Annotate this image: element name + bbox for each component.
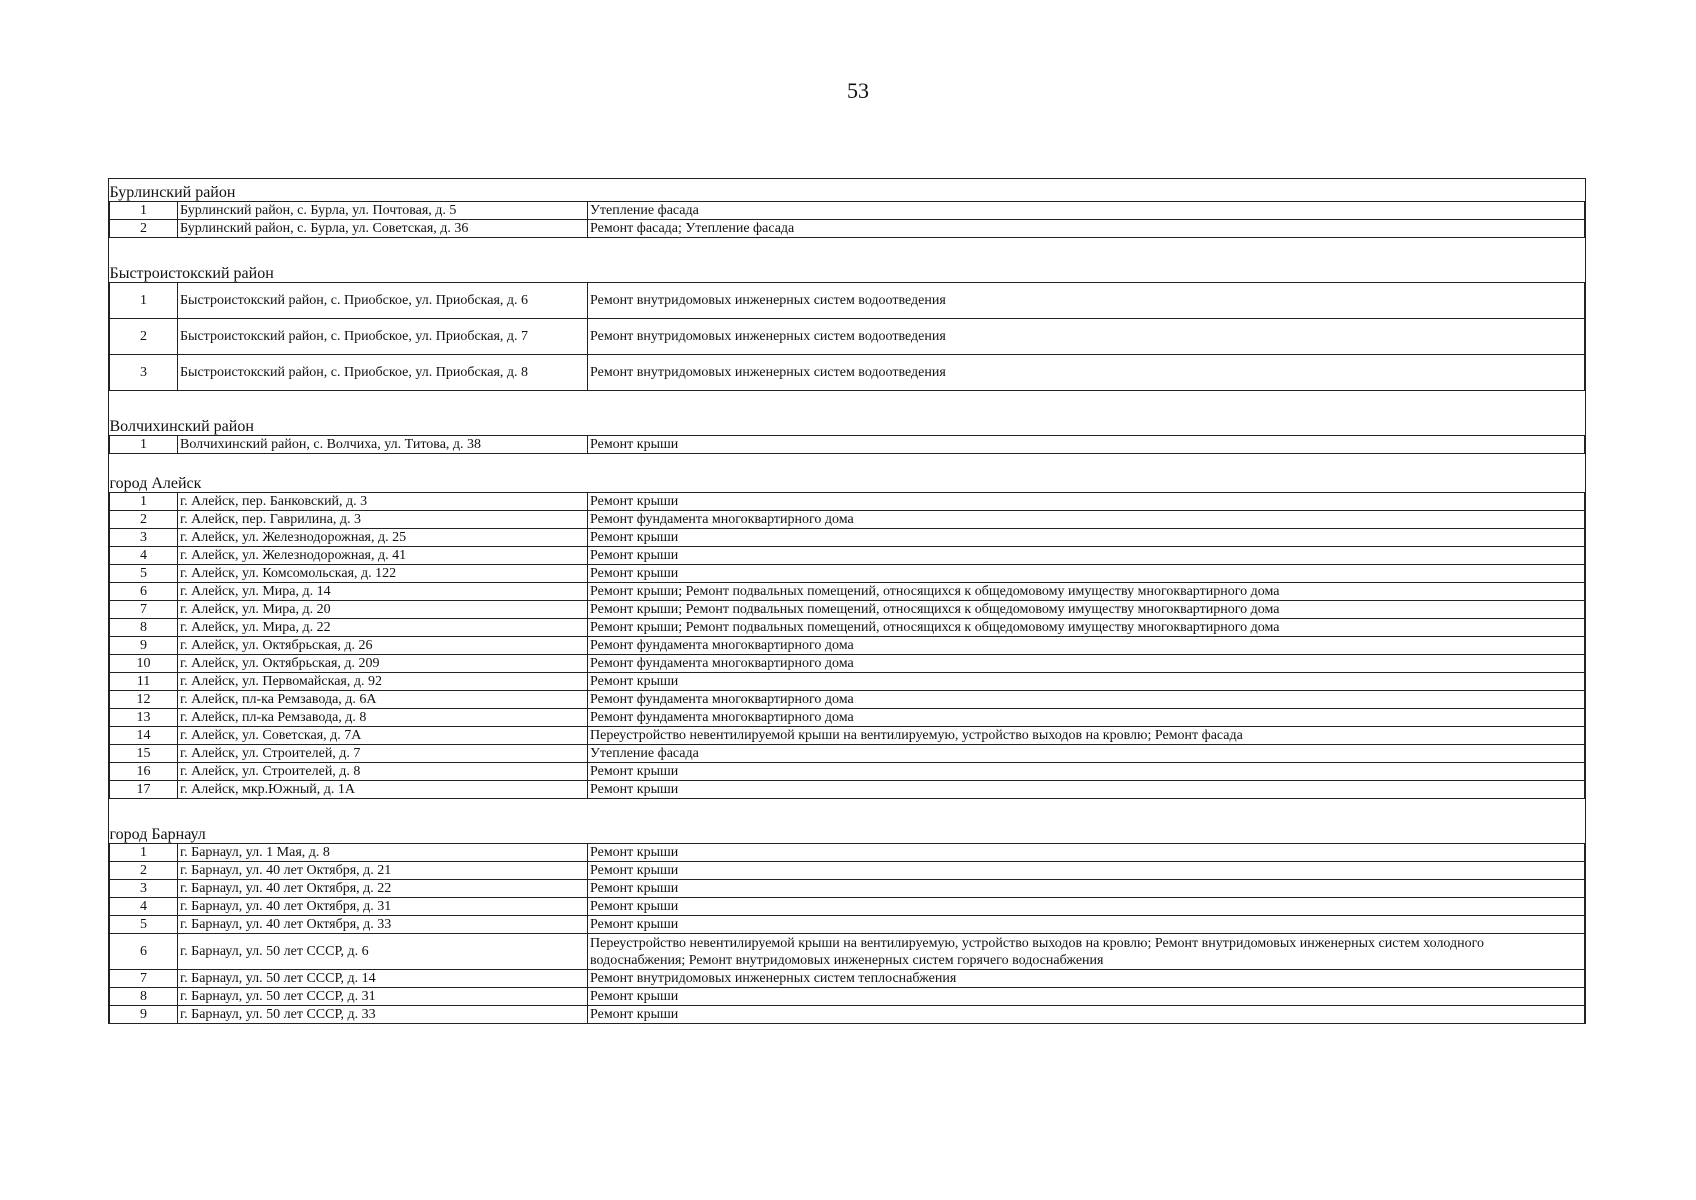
row-number: 3 bbox=[110, 880, 178, 898]
table-row bbox=[110, 844, 1585, 862]
row-address: Быстроистокский район, с. Приобское, ул. Приобская, д. 6 bbox=[178, 283, 588, 319]
section-title: город Барнаул bbox=[110, 799, 1585, 844]
row-work: Ремонт крыши bbox=[588, 781, 1585, 799]
table-row bbox=[110, 988, 1585, 1006]
row-address: г. Алейск, ул. Октябрьская, д. 209 bbox=[178, 655, 588, 673]
row-address: г. Барнаул, ул. 40 лет Октября, д. 31 bbox=[178, 898, 588, 916]
repair-list-table bbox=[108, 178, 1586, 1024]
row-work: Ремонт внутридомовых инженерных систем водоотведения bbox=[588, 355, 1585, 391]
row-address: г. Алейск, ул. Мира, д. 14 bbox=[178, 583, 588, 601]
row-number: 8 bbox=[110, 619, 178, 637]
row-address: г. Алейск, ул. Мира, д. 20 bbox=[178, 601, 588, 619]
section-title: Бурлинский район bbox=[110, 179, 1585, 202]
row-work: Утепление фасада bbox=[588, 202, 1585, 220]
table-row bbox=[110, 709, 1585, 727]
row-address: г. Алейск, ул. Строителей, д. 8 bbox=[178, 763, 588, 781]
row-work: Ремонт крыши bbox=[588, 862, 1585, 880]
row-number: 2 bbox=[110, 862, 178, 880]
row-number: 3 bbox=[110, 529, 178, 547]
section-header bbox=[110, 454, 1585, 493]
row-number: 7 bbox=[110, 970, 178, 988]
row-work: Ремонт крыши bbox=[588, 565, 1585, 583]
table-row bbox=[110, 637, 1585, 655]
row-address: г. Барнаул, ул. 40 лет Октября, д. 21 bbox=[178, 862, 588, 880]
table-row bbox=[110, 319, 1585, 355]
row-address: Бурлинский район, с. Бурла, ул. Советская, д. 36 bbox=[178, 220, 588, 238]
row-work: Переустройство невентилируемой крыши на вентилируемую, устройство выходов на кровлю; Ремонт фасада bbox=[588, 727, 1585, 745]
row-address: г. Алейск, ул. Октябрьская, д. 26 bbox=[178, 637, 588, 655]
row-work: Ремонт крыши bbox=[588, 547, 1585, 565]
row-work: Ремонт внутридомовых инженерных систем водоотведения bbox=[588, 319, 1585, 355]
row-address: г. Алейск, пер. Банковский, д. 3 bbox=[178, 493, 588, 511]
table-row bbox=[110, 727, 1585, 745]
row-address: г. Барнаул, ул. 50 лет СССР, д. 33 bbox=[178, 1006, 588, 1024]
row-work: Ремонт крыши bbox=[588, 673, 1585, 691]
table-row bbox=[110, 436, 1585, 454]
row-work: Ремонт крыши bbox=[588, 529, 1585, 547]
row-number: 7 bbox=[110, 601, 178, 619]
row-number: 1 bbox=[110, 493, 178, 511]
section-header bbox=[110, 799, 1585, 844]
row-address: г. Алейск, ул. Железнодорожная, д. 25 bbox=[178, 529, 588, 547]
row-work: Ремонт крыши bbox=[588, 1006, 1585, 1024]
table-row bbox=[110, 691, 1585, 709]
row-number: 1 bbox=[110, 844, 178, 862]
row-number: 10 bbox=[110, 655, 178, 673]
table-row bbox=[110, 934, 1585, 970]
row-work: Ремонт крыши; Ремонт подвальных помещений, относящихся к общедомовому имуществу многоквартирного дома bbox=[588, 619, 1585, 637]
table-row bbox=[110, 601, 1585, 619]
row-address: Быстроистокский район, с. Приобское, ул. Приобская, д. 8 bbox=[178, 355, 588, 391]
row-number: 2 bbox=[110, 319, 178, 355]
row-number: 9 bbox=[110, 637, 178, 655]
row-number: 9 bbox=[110, 1006, 178, 1024]
row-work: Ремонт фасада; Утепление фасада bbox=[588, 220, 1585, 238]
table-row bbox=[110, 862, 1585, 880]
section-title: Волчихинский район bbox=[110, 391, 1585, 436]
section-title: Быстроистокский район bbox=[110, 238, 1585, 283]
row-address: г. Барнаул, ул. 40 лет Октября, д. 33 bbox=[178, 916, 588, 934]
table-row bbox=[110, 355, 1585, 391]
table-row bbox=[110, 493, 1585, 511]
row-work: Ремонт крыши; Ремонт подвальных помещений, относящихся к общедомовому имуществу многоквартирного дома bbox=[588, 583, 1585, 601]
row-address: г. Алейск, ул. Первомайская, д. 92 bbox=[178, 673, 588, 691]
row-work: Ремонт внутридомовых инженерных систем водоотведения bbox=[588, 283, 1585, 319]
section-header bbox=[110, 238, 1585, 283]
row-work: Ремонт внутридомовых инженерных систем теплоснабжения bbox=[588, 970, 1585, 988]
table-row bbox=[110, 547, 1585, 565]
table-row bbox=[110, 655, 1585, 673]
row-work: Ремонт крыши bbox=[588, 988, 1585, 1006]
row-number: 12 bbox=[110, 691, 178, 709]
table-row bbox=[110, 565, 1585, 583]
row-address: г. Алейск, ул. Советская, д. 7А bbox=[178, 727, 588, 745]
row-address: г. Алейск, ул. Комсомольская, д. 122 bbox=[178, 565, 588, 583]
row-number: 8 bbox=[110, 988, 178, 1006]
row-work: Ремонт крыши bbox=[588, 493, 1585, 511]
table-row bbox=[110, 220, 1585, 238]
table-row bbox=[110, 283, 1585, 319]
row-work: Ремонт фундамента многоквартирного дома bbox=[588, 511, 1585, 529]
table-row bbox=[110, 880, 1585, 898]
section-title: город Алейск bbox=[110, 454, 1585, 493]
table-row bbox=[110, 745, 1585, 763]
row-number: 6 bbox=[110, 934, 178, 970]
table-row bbox=[110, 781, 1585, 799]
table-row bbox=[110, 1006, 1585, 1024]
table-row bbox=[110, 529, 1585, 547]
row-address: г. Барнаул, ул. 50 лет СССР, д. 14 bbox=[178, 970, 588, 988]
table-row bbox=[110, 202, 1585, 220]
row-work: Утепление фасада bbox=[588, 745, 1585, 763]
row-number: 5 bbox=[110, 916, 178, 934]
row-number: 17 bbox=[110, 781, 178, 799]
row-number: 4 bbox=[110, 547, 178, 565]
row-address: г. Алейск, пл-ка Ремзавода, д. 8 bbox=[178, 709, 588, 727]
row-work: Ремонт фундамента многоквартирного дома bbox=[588, 655, 1585, 673]
row-address: г. Барнаул, ул. 1 Мая, д. 8 bbox=[178, 844, 588, 862]
row-work: Ремонт крыши; Ремонт подвальных помещений, относящихся к общедомовому имуществу многоквартирного дома bbox=[588, 601, 1585, 619]
row-number: 16 bbox=[110, 763, 178, 781]
row-work: Ремонт крыши bbox=[588, 898, 1585, 916]
row-number: 3 bbox=[110, 355, 178, 391]
row-number: 15 bbox=[110, 745, 178, 763]
row-address: г. Алейск, ул. Мира, д. 22 bbox=[178, 619, 588, 637]
row-work: Ремонт фундамента многоквартирного дома bbox=[588, 691, 1585, 709]
section-header bbox=[110, 179, 1585, 202]
row-number: 1 bbox=[110, 283, 178, 319]
row-number: 14 bbox=[110, 727, 178, 745]
table-row bbox=[110, 916, 1585, 934]
section-header bbox=[110, 391, 1585, 436]
row-address: г. Барнаул, ул. 40 лет Октября, д. 22 bbox=[178, 880, 588, 898]
table-row bbox=[110, 619, 1585, 637]
row-address: г. Алейск, пл-ка Ремзавода, д. 6А bbox=[178, 691, 588, 709]
table-row bbox=[110, 511, 1585, 529]
row-number: 4 bbox=[110, 898, 178, 916]
row-address: г. Алейск, мкр.Южный, д. 1А bbox=[178, 781, 588, 799]
row-address: г. Алейск, ул. Железнодорожная, д. 41 bbox=[178, 547, 588, 565]
table-row bbox=[110, 583, 1585, 601]
row-number: 11 bbox=[110, 673, 178, 691]
table-row bbox=[110, 763, 1585, 781]
table-row bbox=[110, 898, 1585, 916]
row-address: Быстроистокский район, с. Приобское, ул. Приобская, д. 7 bbox=[178, 319, 588, 355]
row-address: г. Барнаул, ул. 50 лет СССР, д. 31 bbox=[178, 988, 588, 1006]
table-row bbox=[110, 673, 1585, 691]
row-number: 2 bbox=[110, 220, 178, 238]
row-work: Ремонт крыши bbox=[588, 880, 1585, 898]
table-body bbox=[109, 179, 1585, 1024]
table-row bbox=[110, 970, 1585, 988]
row-address: г. Барнаул, ул. 50 лет СССР, д. 6 bbox=[178, 934, 588, 970]
row-number: 2 bbox=[110, 511, 178, 529]
row-number: 5 bbox=[110, 565, 178, 583]
row-address: Волчихинский район, с. Волчиха, ул. Титова, д. 38 bbox=[178, 436, 588, 454]
row-work: Ремонт крыши bbox=[588, 916, 1585, 934]
row-address: г. Алейск, пер. Гаврилина, д. 3 bbox=[178, 511, 588, 529]
row-work: Ремонт фундамента многоквартирного дома bbox=[588, 709, 1585, 727]
row-work: Ремонт крыши bbox=[588, 844, 1585, 862]
row-work: Переустройство невентилируемой крыши на вентилируемую, устройство выходов на кровлю; Ремонт внутридомовых инженерных систем холодного водоснабжения; Ремонт внутридомовых инженерных систем горячего водоснабжения bbox=[588, 934, 1585, 970]
row-number: 1 bbox=[110, 436, 178, 454]
row-address: г. Алейск, ул. Строителей, д. 7 bbox=[178, 745, 588, 763]
row-work: Ремонт крыши bbox=[588, 763, 1585, 781]
row-number: 6 bbox=[110, 583, 178, 601]
row-address: Бурлинский район, с. Бурла, ул. Почтовая, д. 5 bbox=[178, 202, 588, 220]
row-number: 1 bbox=[110, 202, 178, 220]
page-number: 53 bbox=[847, 78, 869, 103]
row-number: 13 bbox=[110, 709, 178, 727]
row-work: Ремонт крыши bbox=[588, 436, 1585, 454]
row-work: Ремонт фундамента многоквартирного дома bbox=[588, 637, 1585, 655]
